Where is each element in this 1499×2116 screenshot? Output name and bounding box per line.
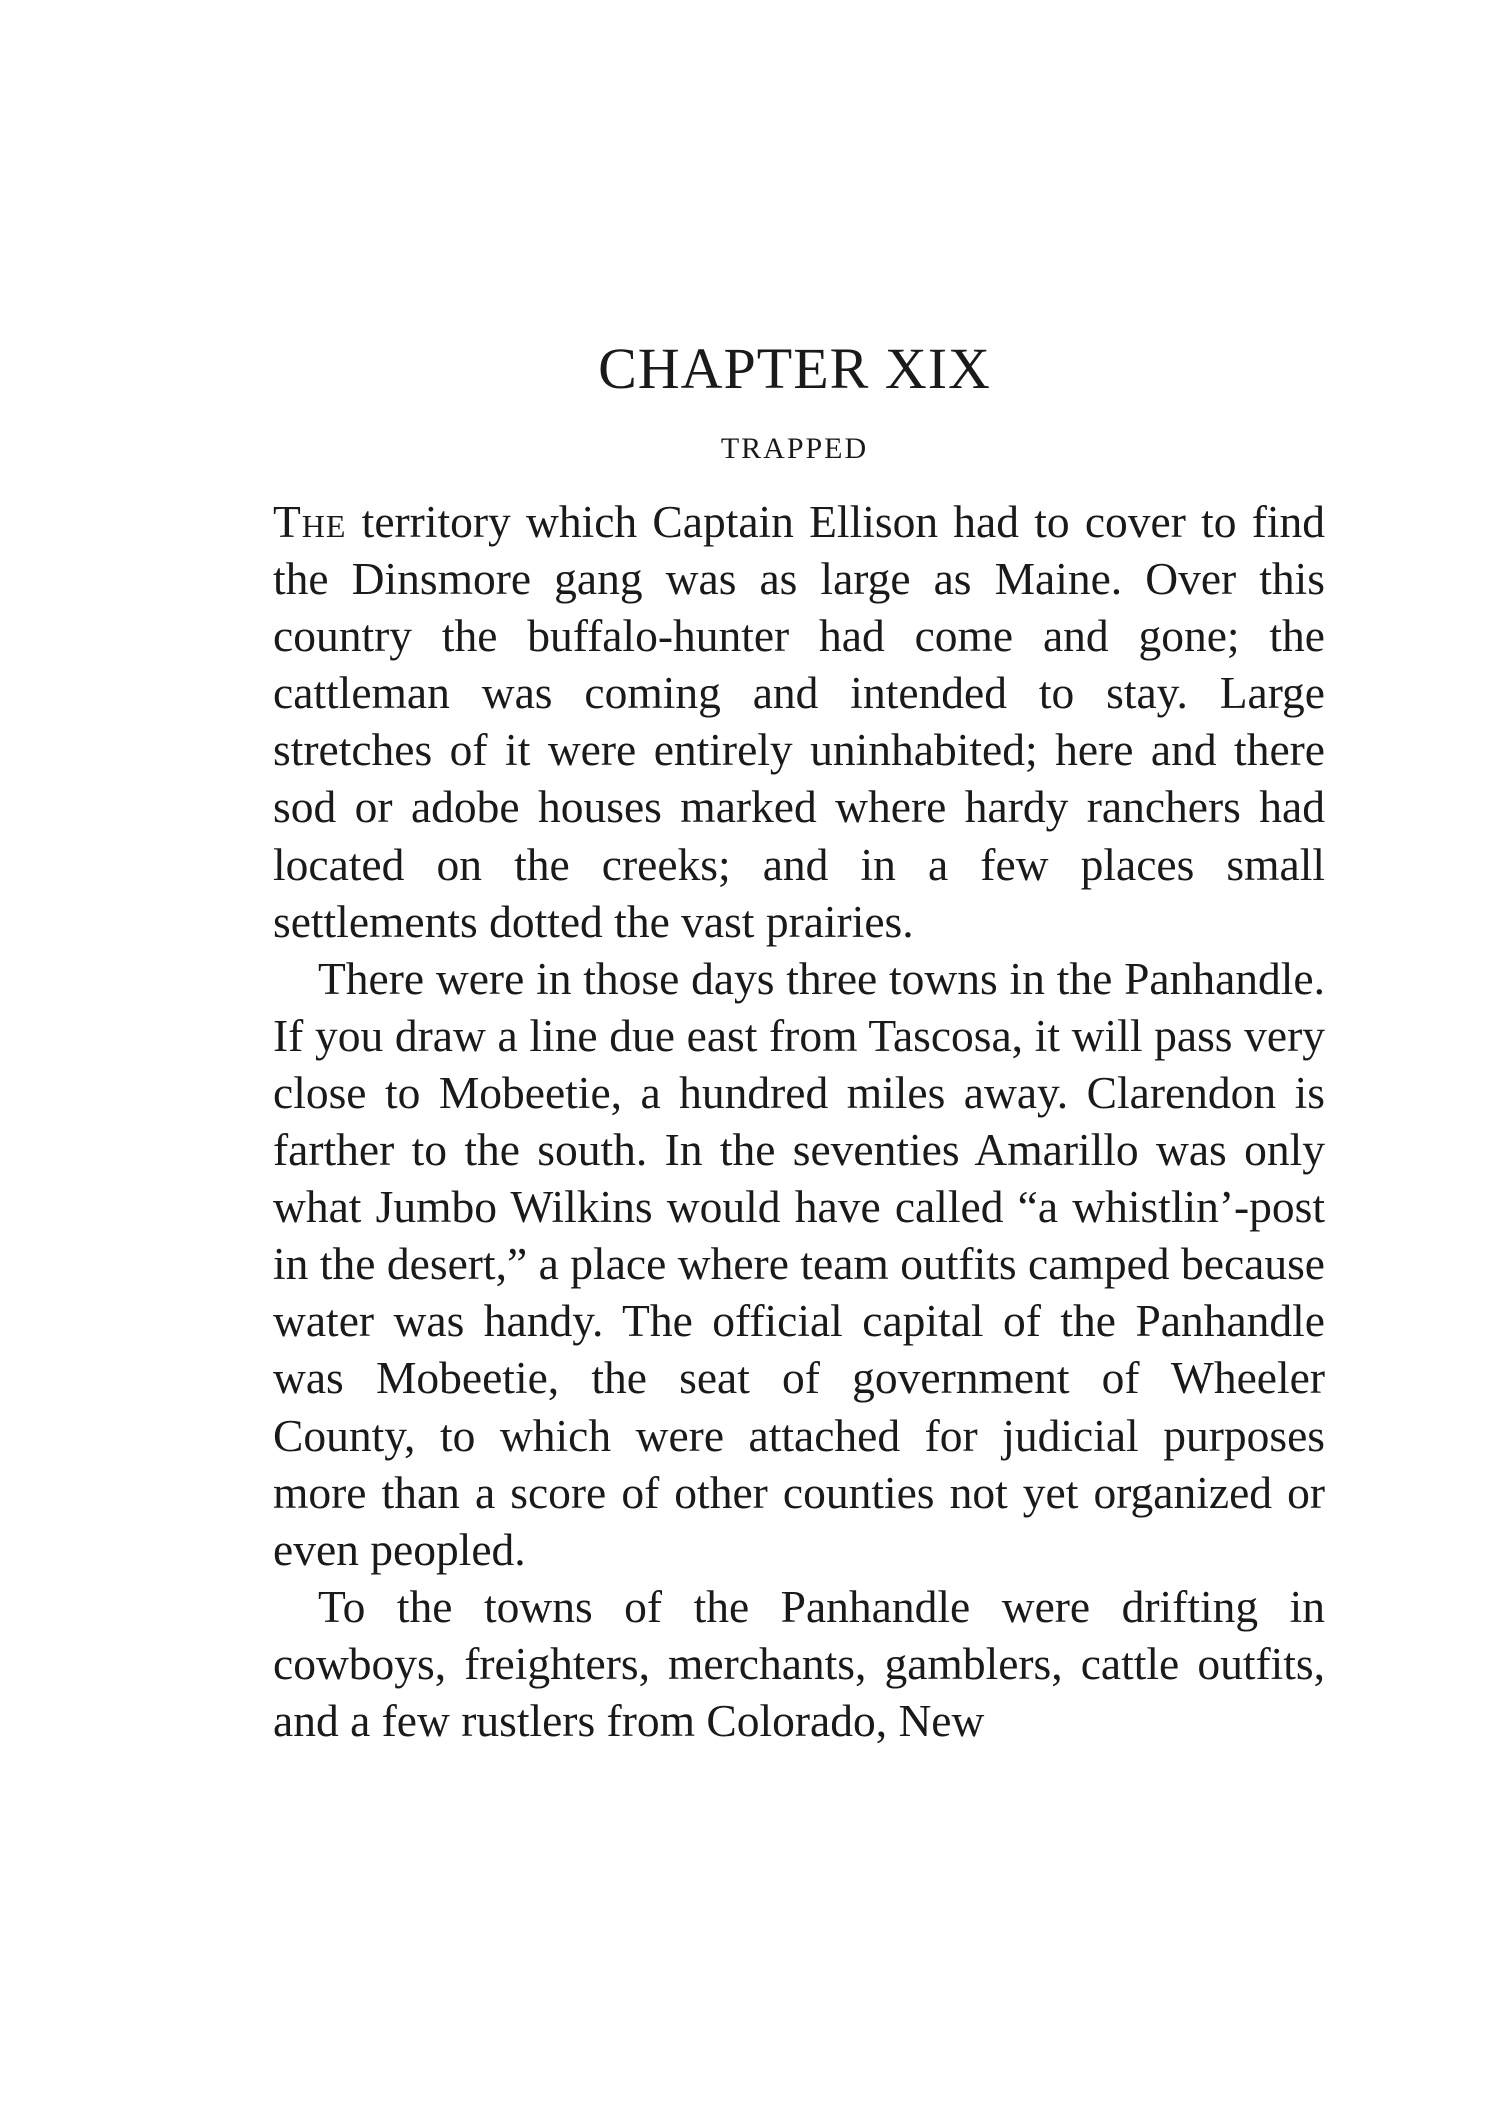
paragraph-3: To the towns of the Panhandle were drifting in cowboys, freighters, merchants, gamblers, cattle outfits, and a few rustlers from Colorado, New [273,1580,1325,1746]
body-text [273,493,1325,1749]
chapter-title: TRAPPED [720,432,869,465]
paragraph-1 [273,493,1325,950]
paragraph-lead-word: The [273,496,347,547]
chapter-number: CHAPTER XIX [598,336,991,401]
paragraph-text: territory which Captain Ellison had to cover to find the Dinsmore gang was as large as Maine. Over this country the buffalo-hunter had come and gone; the cattleman was coming and intended to stay. Large stretches of it were entirely uninhabited; here and there sod or adobe houses marked where hardy ranchers had located on the creeks; and in a few places small settlements dotted the vast prairies. [273,496,1325,947]
paragraph-2: There were in those days three towns in the Panhandle. If you draw a line due east from Tascosa, it will pass very close to Mobeetie, a hundred miles away. Clarendon is farther to the south. In the seventies Amarillo was only what Jumbo Wilkins would have called “a whistlin’-post in the desert,” a place where team outfits camped because water was handy. The official capital of the Panhandle was Mobeetie, the seat of government of Wheeler County, to which were attached for judicial purposes more than a score of other counties not yet organized or even peopled. [273,952,1325,1575]
